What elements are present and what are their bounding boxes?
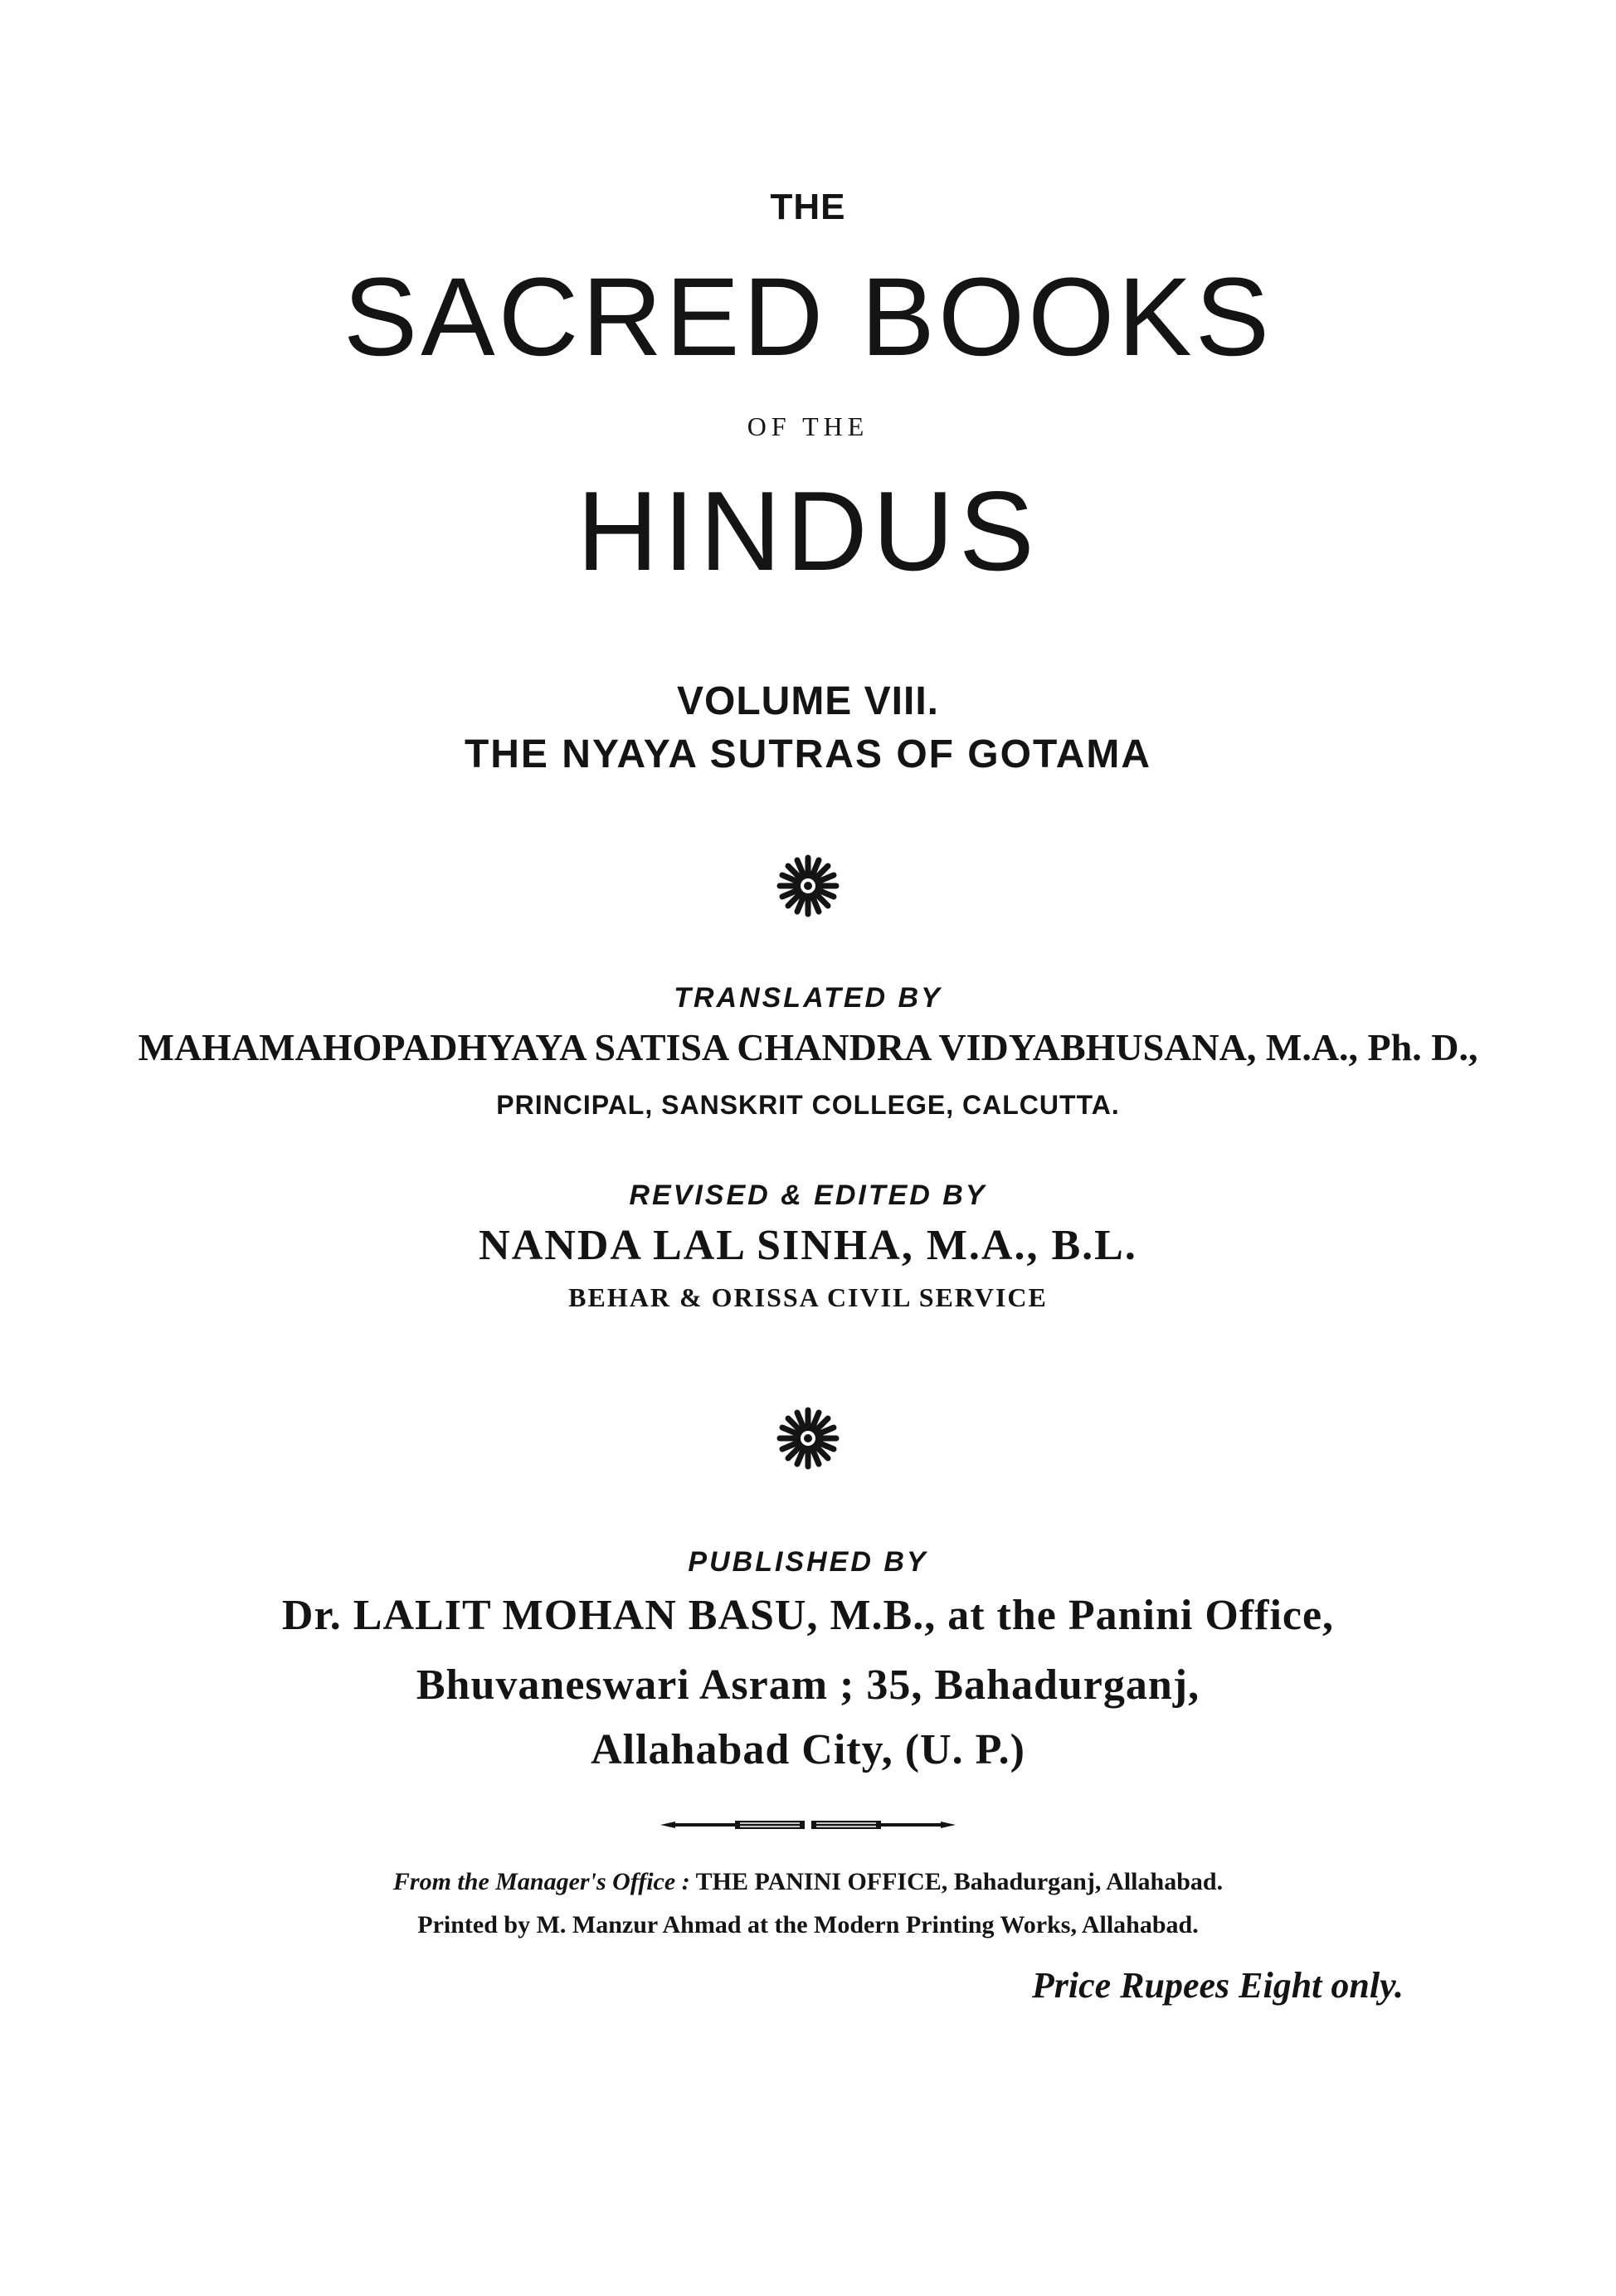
the-label: THE <box>770 187 846 227</box>
asterisk-flower-ornament-icon <box>775 1405 841 1471</box>
publisher-city-line: Allahabad City, (U. P.) <box>591 1726 1025 1773</box>
asterisk-flower-ornament-icon <box>775 853 841 919</box>
translator-position: PRINCIPAL, SANSKRIT COLLEGE, CALCUTTA. <box>496 1090 1120 1120</box>
editor-position: BEHAR & ORISSA CIVIL SERVICE <box>568 1282 1048 1312</box>
published-by-label: PUBLISHED BY <box>688 1546 928 1578</box>
series-title: SACRED BOOKS <box>343 255 1273 379</box>
series-subject-title: HINDUS <box>577 468 1039 594</box>
printer-line: Printed by M. Manzur Ahmad at the Modern Printing Works, Allahabad. <box>417 1911 1199 1938</box>
manager-office-line <box>0 1870 1616 1895</box>
manager-office-address: THE PANINI OFFICE, Bahadurganj, Allahabad. <box>689 1868 1224 1895</box>
volume-label: VOLUME VIII. <box>676 679 940 723</box>
of-the-label: OF THE <box>747 411 869 441</box>
price-line: Price Rupees Eight only. <box>1031 1965 1404 2006</box>
translated-by-label: TRANSLATED BY <box>674 982 942 1014</box>
publisher-address-line: Bhuvaneswari Asram ; 35, Bahadurganj, <box>416 1661 1200 1709</box>
translator-name: MAHAMAHOPADHYAYA SATISA CHANDRA VIDYABHUSANA, M.A., Ph. D., <box>138 1026 1478 1068</box>
work-title: THE NYAYA SUTRAS OF GOTAMA <box>464 732 1152 776</box>
revised-edited-by-label: REVISED & EDITED BY <box>629 1180 987 1211</box>
decorative-rule-divider <box>660 1818 956 1831</box>
publisher-name-line: Dr. LALIT MOHAN BASU, M.B., at the Panini Office, <box>281 1592 1335 1639</box>
editor-name: NANDA LAL SINHA, M.A., B.L. <box>479 1222 1137 1269</box>
manager-office-prefix: From the Manager's Office : <box>392 1868 690 1895</box>
